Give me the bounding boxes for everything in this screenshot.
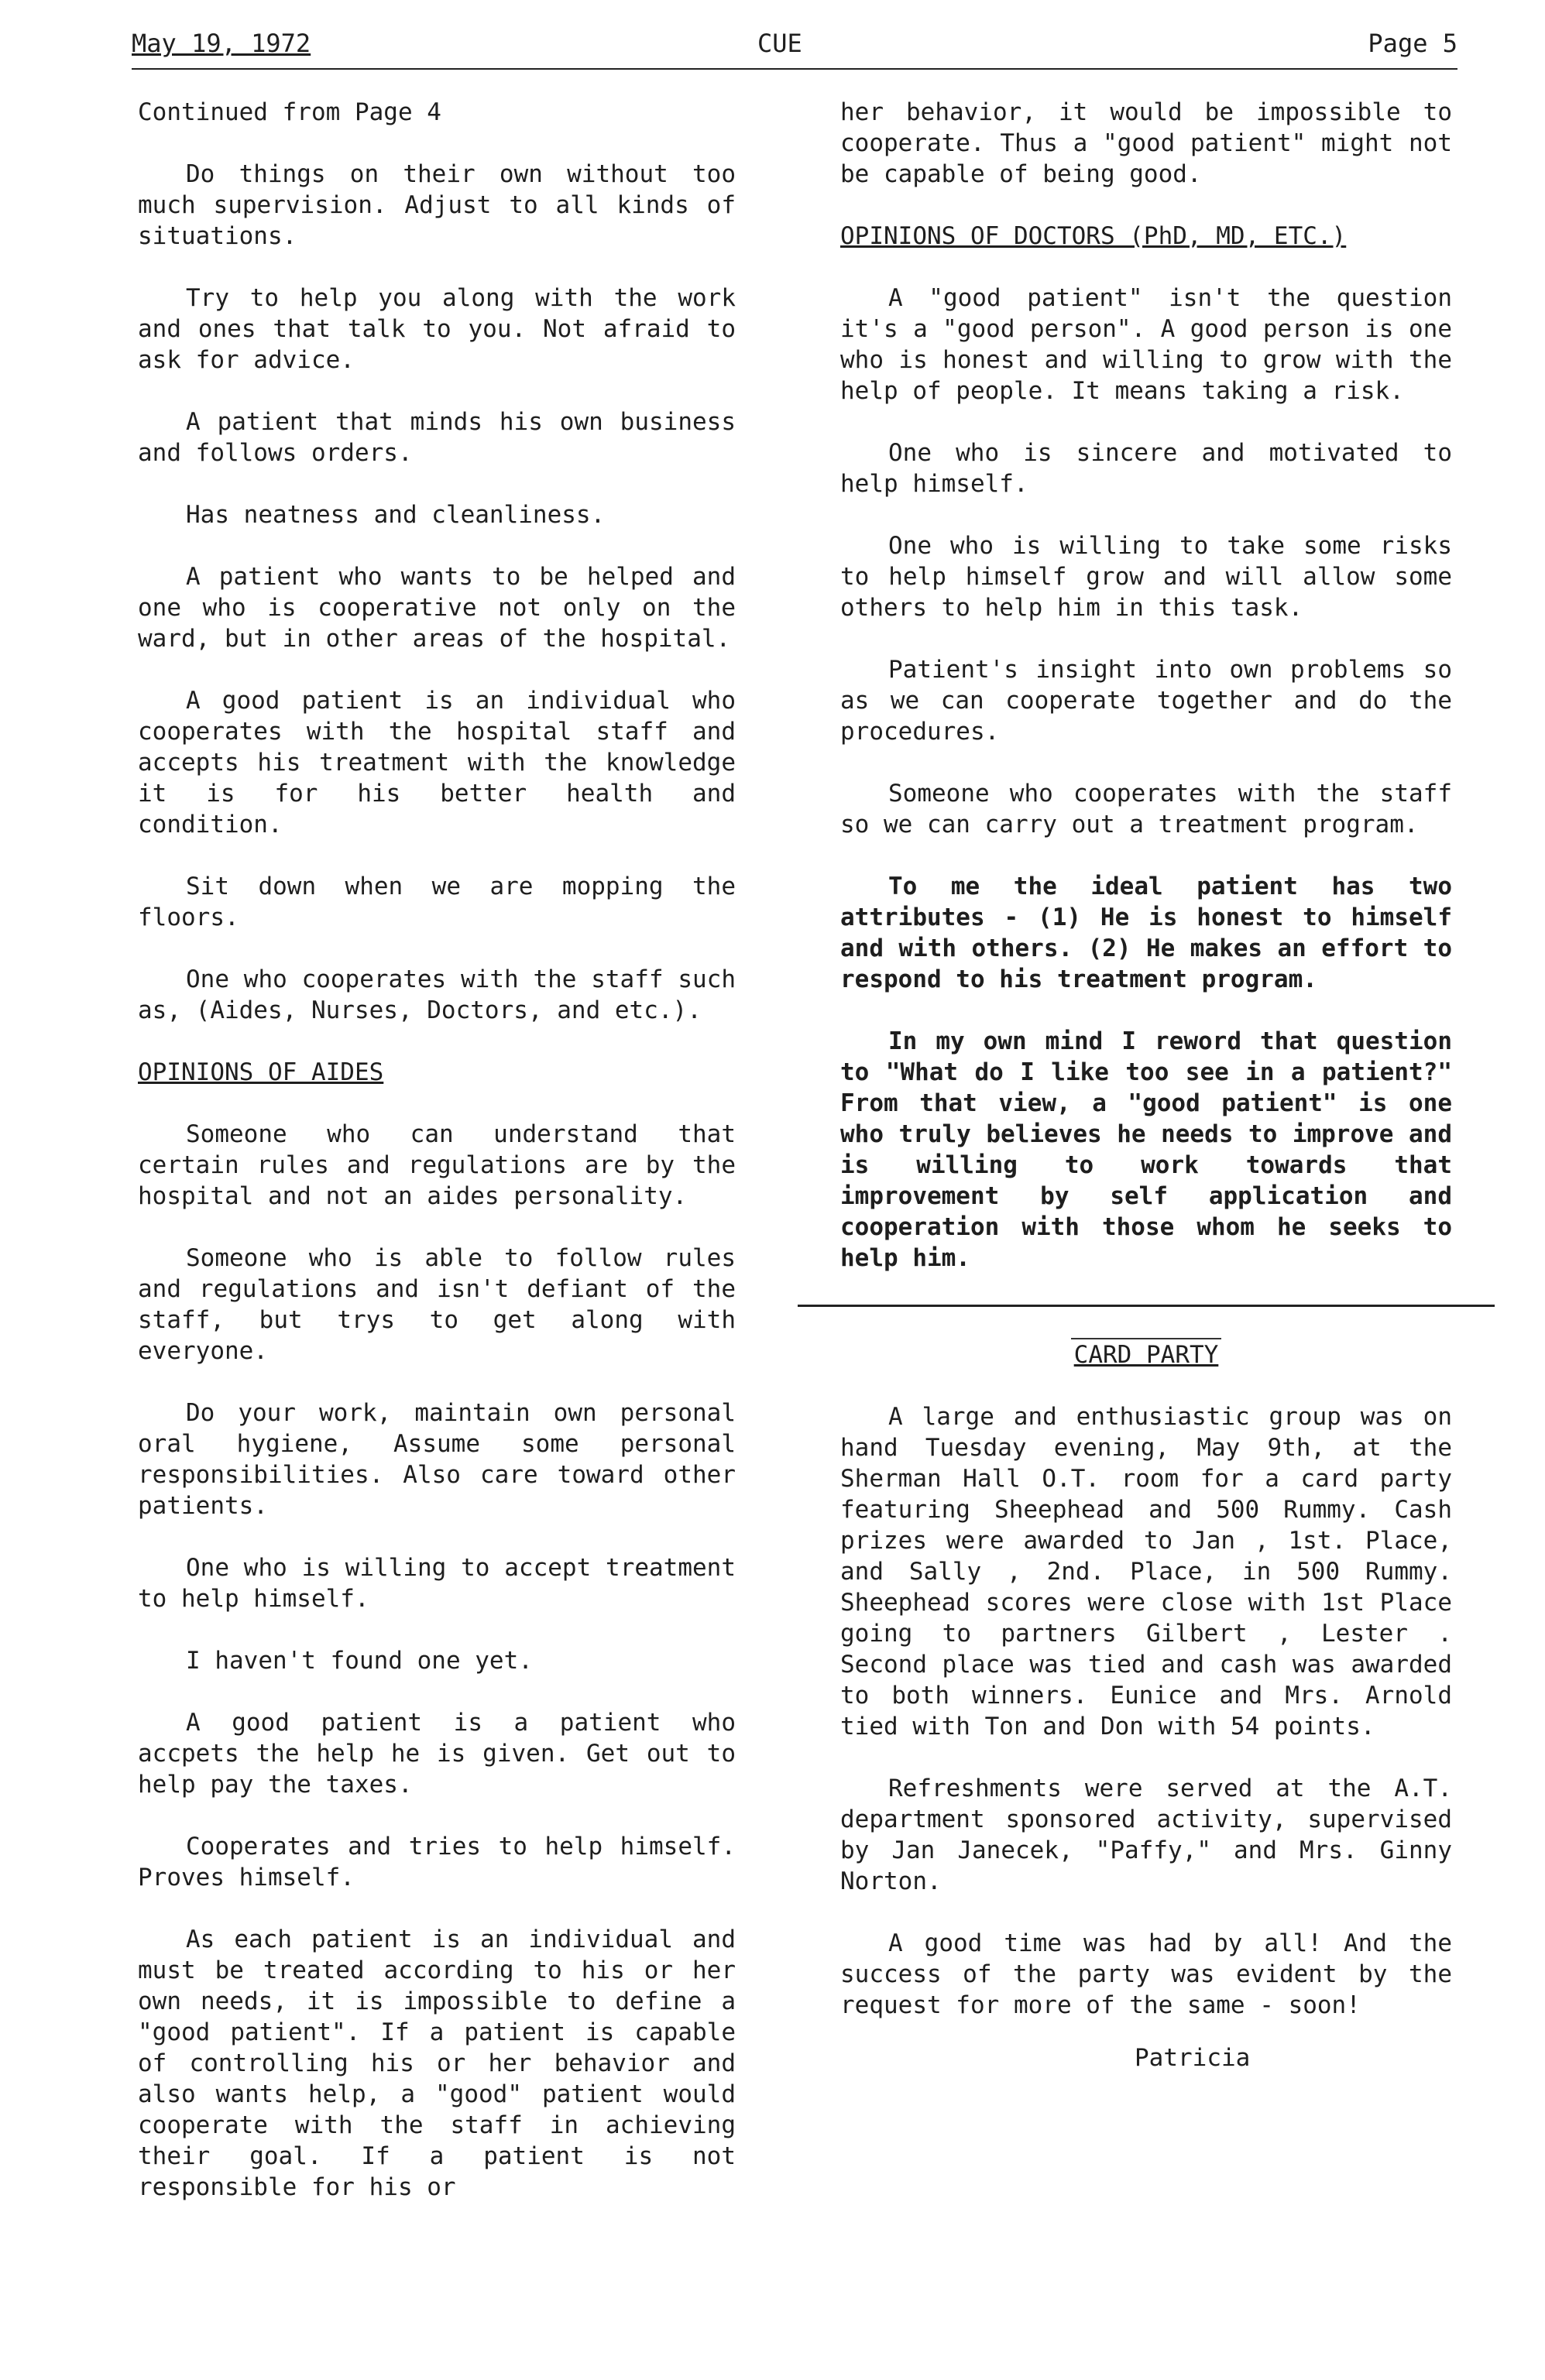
- paragraph: A good time was had by all! And the success of the party was evident by the request for more of the same - soon!: [840, 1929, 1452, 2019]
- paragraph: Someone who can understand that certain rules and regulations are by the hospital and not an aides personality.: [138, 1120, 736, 1210]
- section-heading-doctors: OPINIONS OF DOCTORS (PhD, MD, ETC.): [840, 222, 1347, 250]
- paragraph: Do your work, maintain own personal oral hygiene, Assume some personal responsibilities. Also care toward other patients.: [138, 1399, 736, 1520]
- header-rule: [132, 68, 1457, 70]
- paragraph-continued: her behavior, it would be impossible to cooperate. Thus a "good patient" might not be capable of being good.: [840, 98, 1452, 188]
- newsletter-title: CUE: [757, 29, 802, 58]
- page-number: Page 5: [1368, 29, 1457, 58]
- paragraph: Do things on their own without too much supervision. Adjust to all kinds of situations.: [138, 160, 736, 250]
- section-divider: [798, 1305, 1495, 1307]
- continued-note: Continued from Page 4: [138, 98, 441, 126]
- card-party-title: CARD PARTY: [1071, 1338, 1222, 1370]
- bold-paragraph: In my own mind I reword that question to "What do I like too see in a patient?" From that view, a "good patient" is one who truly believes he needs to improve and is willing to work towards that improvement by self application and cooperation with those whom he seeks to help him.: [840, 1027, 1452, 1272]
- author-signature: Patricia: [1135, 2044, 1251, 2072]
- paragraph: A patient that minds his own business and follows orders.: [138, 408, 736, 467]
- paragraph: Someone who is able to follow rules and regulations and isn't defiant of the staff, but trys to get along with everyone.: [138, 1244, 736, 1365]
- paragraph: Has neatness and cleanliness.: [186, 501, 606, 529]
- left-column: [138, 97, 736, 2234]
- page-header: [132, 28, 1457, 71]
- paragraph: One who is sincere and motivated to help himself.: [840, 439, 1452, 498]
- paragraph: One who cooperates with the staff such as, (Aides, Nurses, Doctors, and etc.).: [138, 965, 736, 1024]
- paragraph: Cooperates and tries to help himself. Proves himself.: [138, 1833, 736, 1891]
- paragraph: I haven't found one yet.: [186, 1647, 533, 1675]
- paragraph: Sit down when we are mopping the floors.: [138, 873, 736, 931]
- paragraph: Refreshments were served at the A.T. department sponsored activity, supervised by Jan Janecek, "Paffy," and Mrs. Ginny Norton.: [840, 1775, 1452, 1895]
- paragraph: A good patient is an individual who cooperates with the hospital staff and accepts his treatment with the knowledge it is for his better health and condition.: [138, 687, 736, 838]
- paragraph: Try to help you along with the work and ones that talk to you. Not afraid to ask for advice.: [138, 284, 736, 374]
- issue-date: May 19, 1972: [132, 29, 311, 58]
- paragraph: One who is willing to accept treatment to help himself.: [138, 1554, 736, 1613]
- right-column: [840, 97, 1452, 2073]
- paragraph: As each patient is an individual and must be treated according to his or her own needs, it is impossible to define a "good patient". If a patient is capable of controlling his or her behavior and also wants help, a "good" patient would cooperate with the staff in achieving their goal. If a patient is not responsible for his or: [138, 1926, 736, 2201]
- paragraph: A good patient is a patient who accpets the help he is given. Get out to help pay the taxes.: [138, 1709, 736, 1799]
- section-heading-aides: OPINIONS OF AIDES: [138, 1058, 384, 1086]
- paragraph: One who is willing to take some risks to help himself grow and will allow some others to help him in this task.: [840, 532, 1452, 622]
- paragraph: A large and enthusiastic group was on hand Tuesday evening, May 9th, at the Sherman Hall O.T. room for a card party featuring Sheephead and 500 Rummy. Cash prizes were awarded to Jan , 1st. Place, and Sally , 2nd. Place, in 500 Rummy. Sheephead scores were close with 1st Place going to partners Gilbert , Lester . Second place was tied and cash was awarded to both winners. Eunice and Mrs. Arnold tied with Ton and Don with 54 points.: [840, 1403, 1452, 1740]
- bold-paragraph: To me the ideal patient has two attributes - (1) He is honest to himself and with others. (2) He makes an effort to respond to his treatment program.: [840, 873, 1452, 993]
- paragraph: Patient's insight into own problems so as we can cooperate together and do the procedures.: [840, 656, 1452, 746]
- paragraph: A "good patient" isn't the question it's a "good person". A good person is one who is honest and willing to grow with the help of people. It means taking a risk.: [840, 284, 1452, 405]
- paragraph: A patient who wants to be helped and one who is cooperative not only on the ward, but in other areas of the hospital.: [138, 563, 736, 653]
- paragraph: Someone who cooperates with the staff so we can carry out a treatment program.: [840, 780, 1452, 838]
- card-party-title-wrap: [840, 1338, 1452, 1370]
